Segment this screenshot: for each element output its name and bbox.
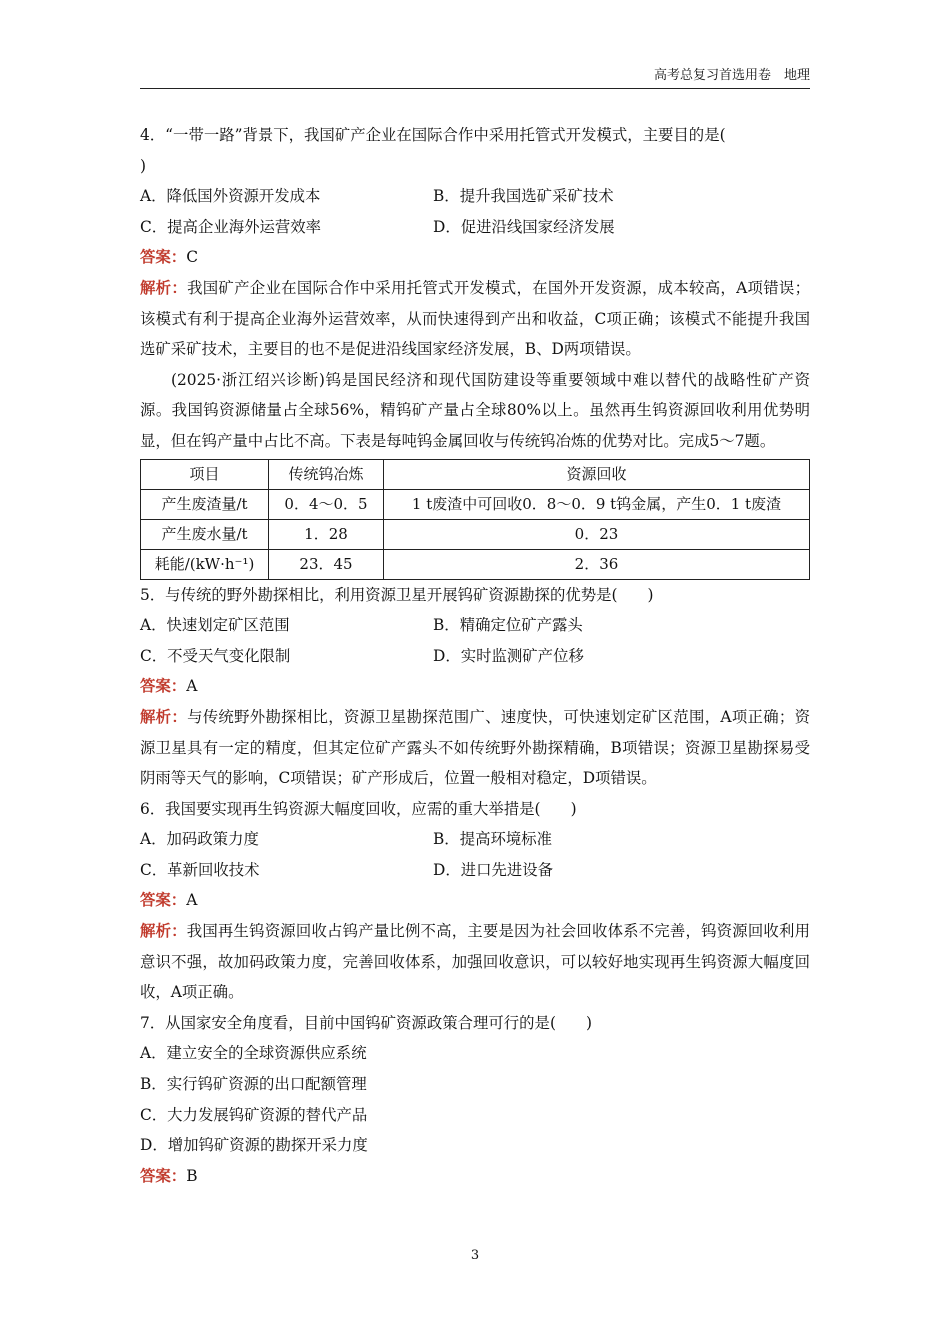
q5-option-c: C．不受天气变化限制 [140, 646, 291, 665]
table-row [141, 489, 810, 519]
table-row [141, 549, 810, 579]
table-header-cell: 资源回收 [384, 459, 810, 489]
q7-answer [140, 1161, 810, 1192]
q4-stem-line2: ) [140, 156, 147, 175]
q5-option-a: A．快速划定矿区范围 [140, 616, 290, 635]
q6-analysis-text: 我国再生钨资源回收占钨产量比例不高，主要是因为社会回收体系不完善，钨资源回收利用意识不强，故加码政策力度，完善回收体系，加强回收意识，可以较好地实现再生钨资源大幅度回收，A项正确。 [140, 922, 810, 1002]
q5-answer-label: 答案： [140, 677, 187, 696]
q6-option-c: C．革新回收技术 [140, 860, 260, 879]
table-cell: 23．45 [269, 549, 384, 579]
q5-answer [140, 671, 810, 702]
table-cell: 2．36 [384, 549, 810, 579]
q5-option-b: B．精确定位矿产露头 [433, 616, 583, 635]
q4-option-d: D．促进沿线国家经济发展 [433, 217, 615, 236]
q4-option-c: C．提高企业海外运营效率 [140, 217, 322, 236]
page-number: 3 [470, 1248, 480, 1263]
table-header-row [141, 459, 810, 489]
q5-stem [140, 580, 810, 611]
q4-option-b: B．提升我国选矿采矿技术 [433, 187, 614, 206]
q4-option-a: A．降低国外资源开发成本 [140, 187, 321, 206]
q4-options-row2 [140, 212, 810, 243]
q4-analysis-text: 我国矿产企业在国际合作中采用托管式开发模式，在国外开发资源，成本较高，A项错误；该模式有利于提高企业海外运营效率，从而快速得到产出和收益，C项正确；该模式不能提升我国选矿采矿技术，主要目的也不是促进沿线国家经济发展，B、D两项错误。 [140, 278, 810, 359]
q5-analysis [140, 702, 810, 794]
q7-option-d: D．增加钨矿资源的勘探开采力度 [140, 1136, 368, 1155]
q6-option-b: B．提高环境标准 [433, 830, 553, 849]
q5-answer-value: A [186, 677, 198, 696]
page-content [140, 120, 810, 1191]
q6-analysis-label: 解析： [140, 922, 187, 941]
table-cell: 耗能/(kW·h⁻¹) [141, 549, 269, 579]
q6-answer-value: A [186, 891, 198, 910]
table-cell: 产生废渣量/t [141, 489, 269, 519]
q6-stem-end: ) [570, 799, 577, 818]
q7-answer-value: B [186, 1166, 198, 1185]
q6-options-row1 [140, 824, 810, 855]
q4-analysis [140, 273, 810, 365]
q7-option-a: A．建立安全的全球资源供应系统 [140, 1044, 367, 1063]
q7-option-b: B．实行钨矿资源的出口配额管理 [140, 1075, 367, 1094]
q6-stem-text: 6．我国要实现再生钨资源大幅度回收，应需的重大举措是( [140, 799, 541, 818]
q5-analysis-text: 与传统野外勘探相比，资源卫星勘探范围广、速度快，可快速划定矿区范围，A项正确；资源卫星具有一定的精度，但其定位矿产露头不如传统野外勘探精确，B项错误；资源卫星勘探易受阴雨等天气的影响，C项错误；矿产形成后，位置一般相对稳定，D项错误。 [140, 707, 810, 788]
q4-options-row1 [140, 181, 810, 212]
page-header [140, 66, 810, 89]
q7-stem [140, 1008, 810, 1039]
table-cell: 0．4～0．5 [269, 489, 384, 519]
q6-option-a: A．加码政策力度 [140, 830, 259, 849]
q5-options-row1 [140, 610, 810, 641]
q6-analysis [140, 916, 810, 1008]
q5-analysis-label: 解析： [140, 707, 188, 726]
table-row [141, 519, 810, 549]
q5-stem-end: ) [647, 585, 654, 604]
table-cell: 1．28 [269, 519, 384, 549]
q5-option-d: D．实时监测矿产位移 [433, 646, 584, 665]
q7-stem-end: ) [585, 1013, 592, 1032]
q5-options-row2 [140, 641, 810, 672]
comparison-table [140, 459, 810, 580]
q4-answer-value: C [186, 248, 198, 267]
q7-stem-text: 7．从国家安全角度看，目前中国钨矿资源政策合理可行的是( [140, 1013, 556, 1032]
q4-analysis-label: 解析： [140, 278, 188, 297]
q6-answer-label: 答案： [140, 891, 187, 910]
q7-option-c: C．大力发展钨矿资源的替代产品 [140, 1105, 368, 1124]
material-text: (2025·浙江绍兴诊断)钨是国民经济和现代国防建设等重要领域中难以替代的战略性矿产资源。我国钨资源储量占全球56%，精钨矿产量占全球80%以上。虽然再生钨资源回收利用优势明显，但在钨产量中占比不高。下表是每吨钨金属回收与传统钨冶炼的优势对比。完成5～7题。 [140, 370, 810, 450]
q4-answer-label: 答案： [140, 248, 187, 267]
q6-option-d: D．进口先进设备 [433, 860, 554, 879]
q6-options-row2 [140, 855, 810, 886]
q7-answer-label: 答案： [140, 1166, 187, 1185]
q4-answer [140, 242, 810, 273]
table-cell: 1 t废渣中可回收0．8～0．9 t钨金属，产生0．1 t废渣 [384, 489, 810, 519]
table-cell: 产生废水量/t [141, 519, 269, 549]
q6-stem [140, 794, 810, 825]
q6-answer [140, 885, 810, 916]
q4-stem-line1: 4．“一带一路”背景下，我国矿产企业在国际合作中采用托管式开发模式，主要目的是( [140, 126, 726, 144]
q5-stem-text: 5．与传统的野外勘探相比，利用资源卫星开展钨矿资源勘探的优势是( [140, 585, 618, 604]
table-header-cell: 项目 [141, 459, 269, 489]
table-cell: 0．23 [384, 519, 810, 549]
header-text: 高考总复习首选用卷 地理 [653, 68, 810, 83]
table-header-cell: 传统钨冶炼 [269, 459, 384, 489]
